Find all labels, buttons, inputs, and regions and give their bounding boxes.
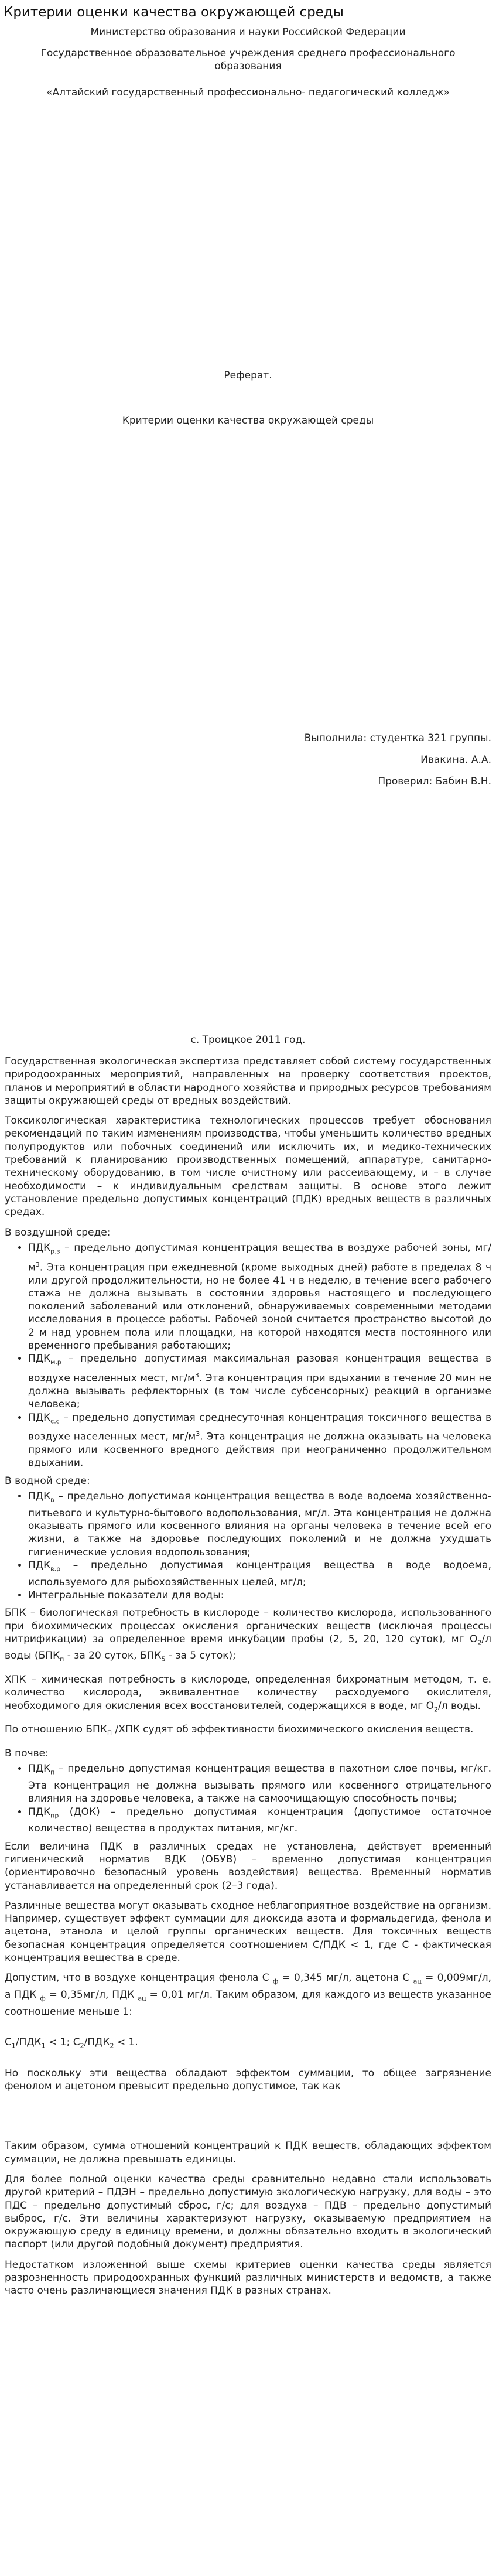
institution-line: Государственное образовательное учреждения среднего профессионального образования — [40, 47, 456, 72]
author-name: Ивакина. А.А. — [420, 754, 491, 766]
water-heading: В водной среде: — [5, 1475, 90, 1487]
paragraph-drawback: Недостатком изложенной выше схемы критериев оценки качества среды является разрозненность природоохранных функций различных министерств и ведомств, а также часто очень различающиеся значения ПДК в разных странах. — [5, 2258, 491, 2297]
list-item: • $ПДК_{в.р}$ – предельно допустимая концентрация вещества в воде водоема, используемого для рыбохозяйственных целей, мг/л; — [28, 1559, 491, 1589]
paragraph-sum-rule: Таким образом, сумма отношений концентраций к ПДК веществ, обладающих эффектом суммации, не должна превышать единицы. — [5, 2140, 491, 2165]
list-item: • $ПДК_{м.р}$ – предельно допустимая максимальная разовая концентрация вещества в воздухе населенных мест, $мг/м^3$. Эта концентрация при вдыхании в течение 20 мин не должна вызывать рефлекторных (в том числе субсенсорных) реакций в организме человека; — [28, 1352, 491, 1411]
page-title: Критерии оценки качества окружающей среды — [4, 5, 344, 20]
document-body — [5, 1055, 491, 2305]
list-item: • $ПДК_п$ – предельно допустимая концентрация вещества в пахотном слое почвы, мг/кг. Эта концентрация не должна вызывать прямого или косвенного отрицательного влияния на здоровье человека, а также на самоочищающую способность почвы; — [28, 1762, 491, 1805]
air-heading: В воздушной среде: — [5, 1226, 111, 1238]
soil-heading: В почве: — [5, 1748, 49, 1760]
paragraph-pden: Для более полной оценки качества среды сравнительно недавно стали использовать другой критерий – ПДЭН – предельно допустимую экологическую нагрузку, для воды – это ПДС – предельно допустимый сброс, г/с; для воздуха – ПДВ – предельно допустимый выброс, г/с. Эти величины характеризуют нагрузку, оказываемую предприятием на окружающую среду в единицу времени, и должны обязательно входить в экологический паспорт (или другой подобный документ) предприятия. — [5, 2173, 491, 2251]
air-list — [5, 1241, 491, 1470]
author-line: Выполнила: студентка 321 группы. — [304, 732, 491, 744]
paragraph-toxicology: Токсикологическая характеристика технологических процессов требует обоснования рекомендаций по таким изменениям производства, чтобы уменьшить количество вредных полупродуктов или побочных соединений или исключить их, и медико-технических требований к планированию производственных помещений, аппаратуре, санитарно-техническому оборудованию, в том числе очистному или рассеивающему, и – в случае необходимости – к индивидуальным средствам защиты. В основе этого лежит установление предельно допустимых концентраций (ПДК) вредных веществ в различных средах. — [5, 1115, 491, 1219]
paragraph-summation: Различные вещества могут оказывать сходное неблагоприятное воздействие на организм. Например, существует эффект суммации для диоксида азота и формальдегида, фенола и ацетона, этанола и целой группы органических веществ. Для токсичных веществ безопасная концентрация определяется соотношением С/ПДК < 1, где С - фактическая концентрация вещества в среде. — [5, 1899, 491, 1964]
document-topic: Критерии оценки качества окружающей среды — [122, 415, 374, 427]
soil-list — [5, 1762, 491, 1835]
paragraph-but: Но поскольку эти вещества обладают эффектом суммации, то общее загрязнение фенолом и ацетоном превысит предельно допустимое, так как — [5, 2067, 491, 2093]
paragraph-expertise: Государственная экологическая экспертиза представляет собой систему государственных природоохранных мероприятий, направленных на проверку соответствия проектов, планов и мероприятий в области народного хозяйства и природных ресурсов требованиям защиты окружающей среды от вредных воздействий. — [5, 1056, 491, 1107]
water-list — [5, 1490, 491, 1602]
paragraph-bpk: БПК – биологическая потребность в кислороде – количество кислорода, использованного при биохимических процессах окисления органических веществ (исключая процессы нитрификации) за определенное время инкубации пробы (2, 5, 20, 120 суток), мг $O_2/л$ воды ($БПК_п$ - за 20 суток, $БПК_5$ - за 5 суток); — [5, 1607, 491, 1663]
list-item: • $ПДК_{р.з}$ – предельно допустимая концентрация вещества в воздухе рабочей зоны, $мг/м^3$. Эта концентрация при ежедневной (кроме выходных дней) работе в пределах 8 ч или другой продолжительности, но не более 41 ч в неделю, в течение всего рабочего стажа не должна вызывать в состоянии здоровья настоящего и последующего поколений заболеваний или отклонений, обнаруживаемых современными методами исследования в процессе работы. Рабочей зоной считается пространство высотой до 2 м над уровнем пола или площадки, на которой находятся места постоянного или временного пребывания работающих; — [28, 1241, 491, 1352]
checker-line: Проверил: Бабин В.Н. — [378, 776, 491, 787]
formula-ratios: $С_1/ПДК_1 < 1$; $С_2/ПДК_2 < 1$. — [5, 2036, 138, 2050]
ministry-line: Министерство образования и науки Российской Федерации — [90, 26, 406, 38]
paragraph-hpk: ХПК – химическая потребность в кислороде, определенная бихроматным методом, т. е. количество кислорода, эквивалентное количеству расходуемого окислителя, необходимого для окисления всех восстановителей, содержащихся в воде, мг $O_2/л$ воды. — [5, 1674, 491, 1714]
paragraph-example: Допустим, что в воздухе концентрация фенола С $_ф$ = 0,345 мг/л, ацетона С $_{ац}$ = 0,009мг/л, а ПДК $_ф$ = 0,35мг/л, ПДК $_{ац}$ = 0,01 мг/л. Таким образом, для каждого из веществ указанное соотношение меньше 1: — [5, 1972, 491, 2018]
place-year: с. Троицкое 2011 год. — [190, 1034, 306, 1046]
document-kind: Реферат. — [224, 370, 272, 381]
list-item: • Интегральные показатели для воды: — [28, 1589, 491, 1602]
list-item: • $ПДК_{с.с}$ – предельно допустимая среднесуточная концентрация токсичного вещества в воздухе населенных мест, $мг/м^3$. Эта концентрация не должна оказывать на человека прямого или косвенного вредного действия при неограниченно продолжительном вдыхании. — [28, 1411, 491, 1470]
list-item: • $ПДК_{пр}$ (ДОК) – предельно допустимая концентрация (допустимое остаточное количество) вещества в продуктах питания, мг/кг. — [28, 1806, 491, 1835]
college-line: «Алтайский государственный профессионально- педагогический колледж» — [46, 87, 450, 98]
paragraph-ratio: По отношению $БПК_П$ /ХПК судят об эффективности биохимического окисления веществ. — [5, 1724, 474, 1737]
list-item: • $ПДК_в$ – предельно допустимая концентрация вещества в воде водоема хозяйственно-питьевого и культурно-бытового водопользования, мг/л. Эта концентрация не должна оказывать прямого или косвенного влияния на органы человека в течение всей его жизни, а также на здоровье последующих поколений и не должна ухудшать гигиенические условия водопользования; — [28, 1490, 491, 1559]
paragraph-vdk: Если величина ПДК в различных средах не установлена, действует временный гигиенический норматив ВДК (ОБУВ) – временно допустимая концентрация (ориентировочно безопасный уровень воздействия) вещества. Временный норматив устанавливается на определенный срок (2–3 года). — [5, 1840, 491, 1892]
